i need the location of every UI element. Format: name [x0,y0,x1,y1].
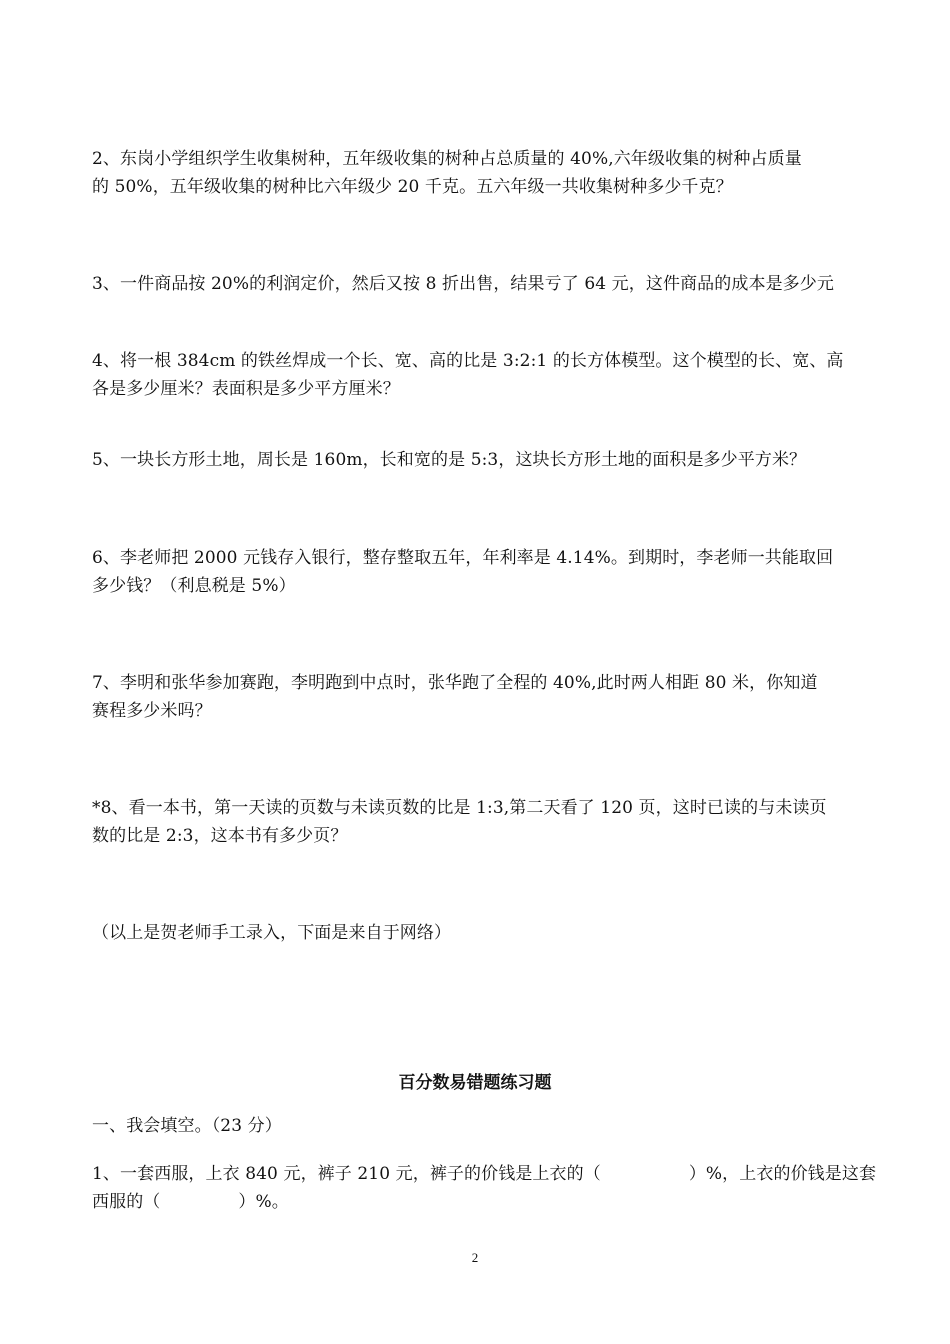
question-2-line-1: 2、东岗小学组织学生收集树种，五年级收集的树种占总质量的 40%,六年级收集的树种占质量 [92,149,802,169]
question-8 [92,794,864,850]
question-6-line-1: 6、李老师把 2000 元钱存入银行，整存整取五年，年利率是 4.14%。到期时，李老师一共能取回 [92,548,834,568]
fill-item-1 [92,1160,877,1216]
fill-item-1-text-d: ）%。 [238,1192,289,1212]
question-3 [92,270,864,298]
section-heading-text: 一、我会填空。（23 分） [92,1116,282,1136]
fill-item-1-text-c: 西服的（ [92,1192,161,1212]
fill-item-1-line-2 [92,1188,864,1216]
question-4-line-2: 各是多少厘米？表面积是多少平方厘米？ [92,379,400,399]
question-5-line-1: 5、一块长方形土地，周长是 160m，长和宽的是 5:3，这块长方形土地的面积是多少平方米？ [92,450,807,470]
fill-item-1-text-a: 1、一套西服，上衣 840 元，裤子 210 元，裤子的价钱是上衣的（ [92,1164,601,1184]
question-6 [92,544,864,600]
section-heading [92,1112,864,1140]
question-3-line-1: 3、一件商品按 20%的利润定价，然后又按 8 折出售，结果亏了 64 元，这件商品的成本是多少元 [92,274,834,294]
question-4 [92,347,864,403]
question-4-line-1: 4、将一根 384cm 的铁丝焊成一个长、宽、高的比是 3:2:1 的长方体模型。这个模型的长、宽、高 [92,351,844,371]
question-7 [92,669,864,725]
question-8-line-2: 数的比是 2:3，这本书有多少页？ [92,826,348,846]
section-title: 百分数易错题练习题 [398,1073,552,1093]
question-7-line-2: 赛程多少米吗？ [92,701,212,721]
question-6-line-2: 多少钱？（利息税是 5%） [92,576,296,596]
fill-item-1-line-1 [92,1160,877,1188]
question-2 [92,145,864,201]
question-2-line-2: 的 50%，五年级收集的树种比六年级少 20 千克。五六年级一共收集树种多少千克？ [92,177,733,197]
question-7-line-1: 7、李明和张华参加赛跑，李明跑到中点时，张华跑了全程的 40%,此时两人相距 80 米，你知道 [92,673,818,693]
fill-item-1-text-b: ）%，上衣的价钱是这套 [688,1164,877,1184]
source-note-text: （以上是贺老师手工录入，下面是来自于网络） [92,923,452,943]
question-8-line-1: *8、看一本书，第一天读的页数与未读页数的比是 1:3,第二天看了 120 页，这时已读的与未读页 [92,798,827,818]
source-note [92,919,864,947]
page-number: 2 [471,1250,479,1265]
question-5 [92,446,864,474]
